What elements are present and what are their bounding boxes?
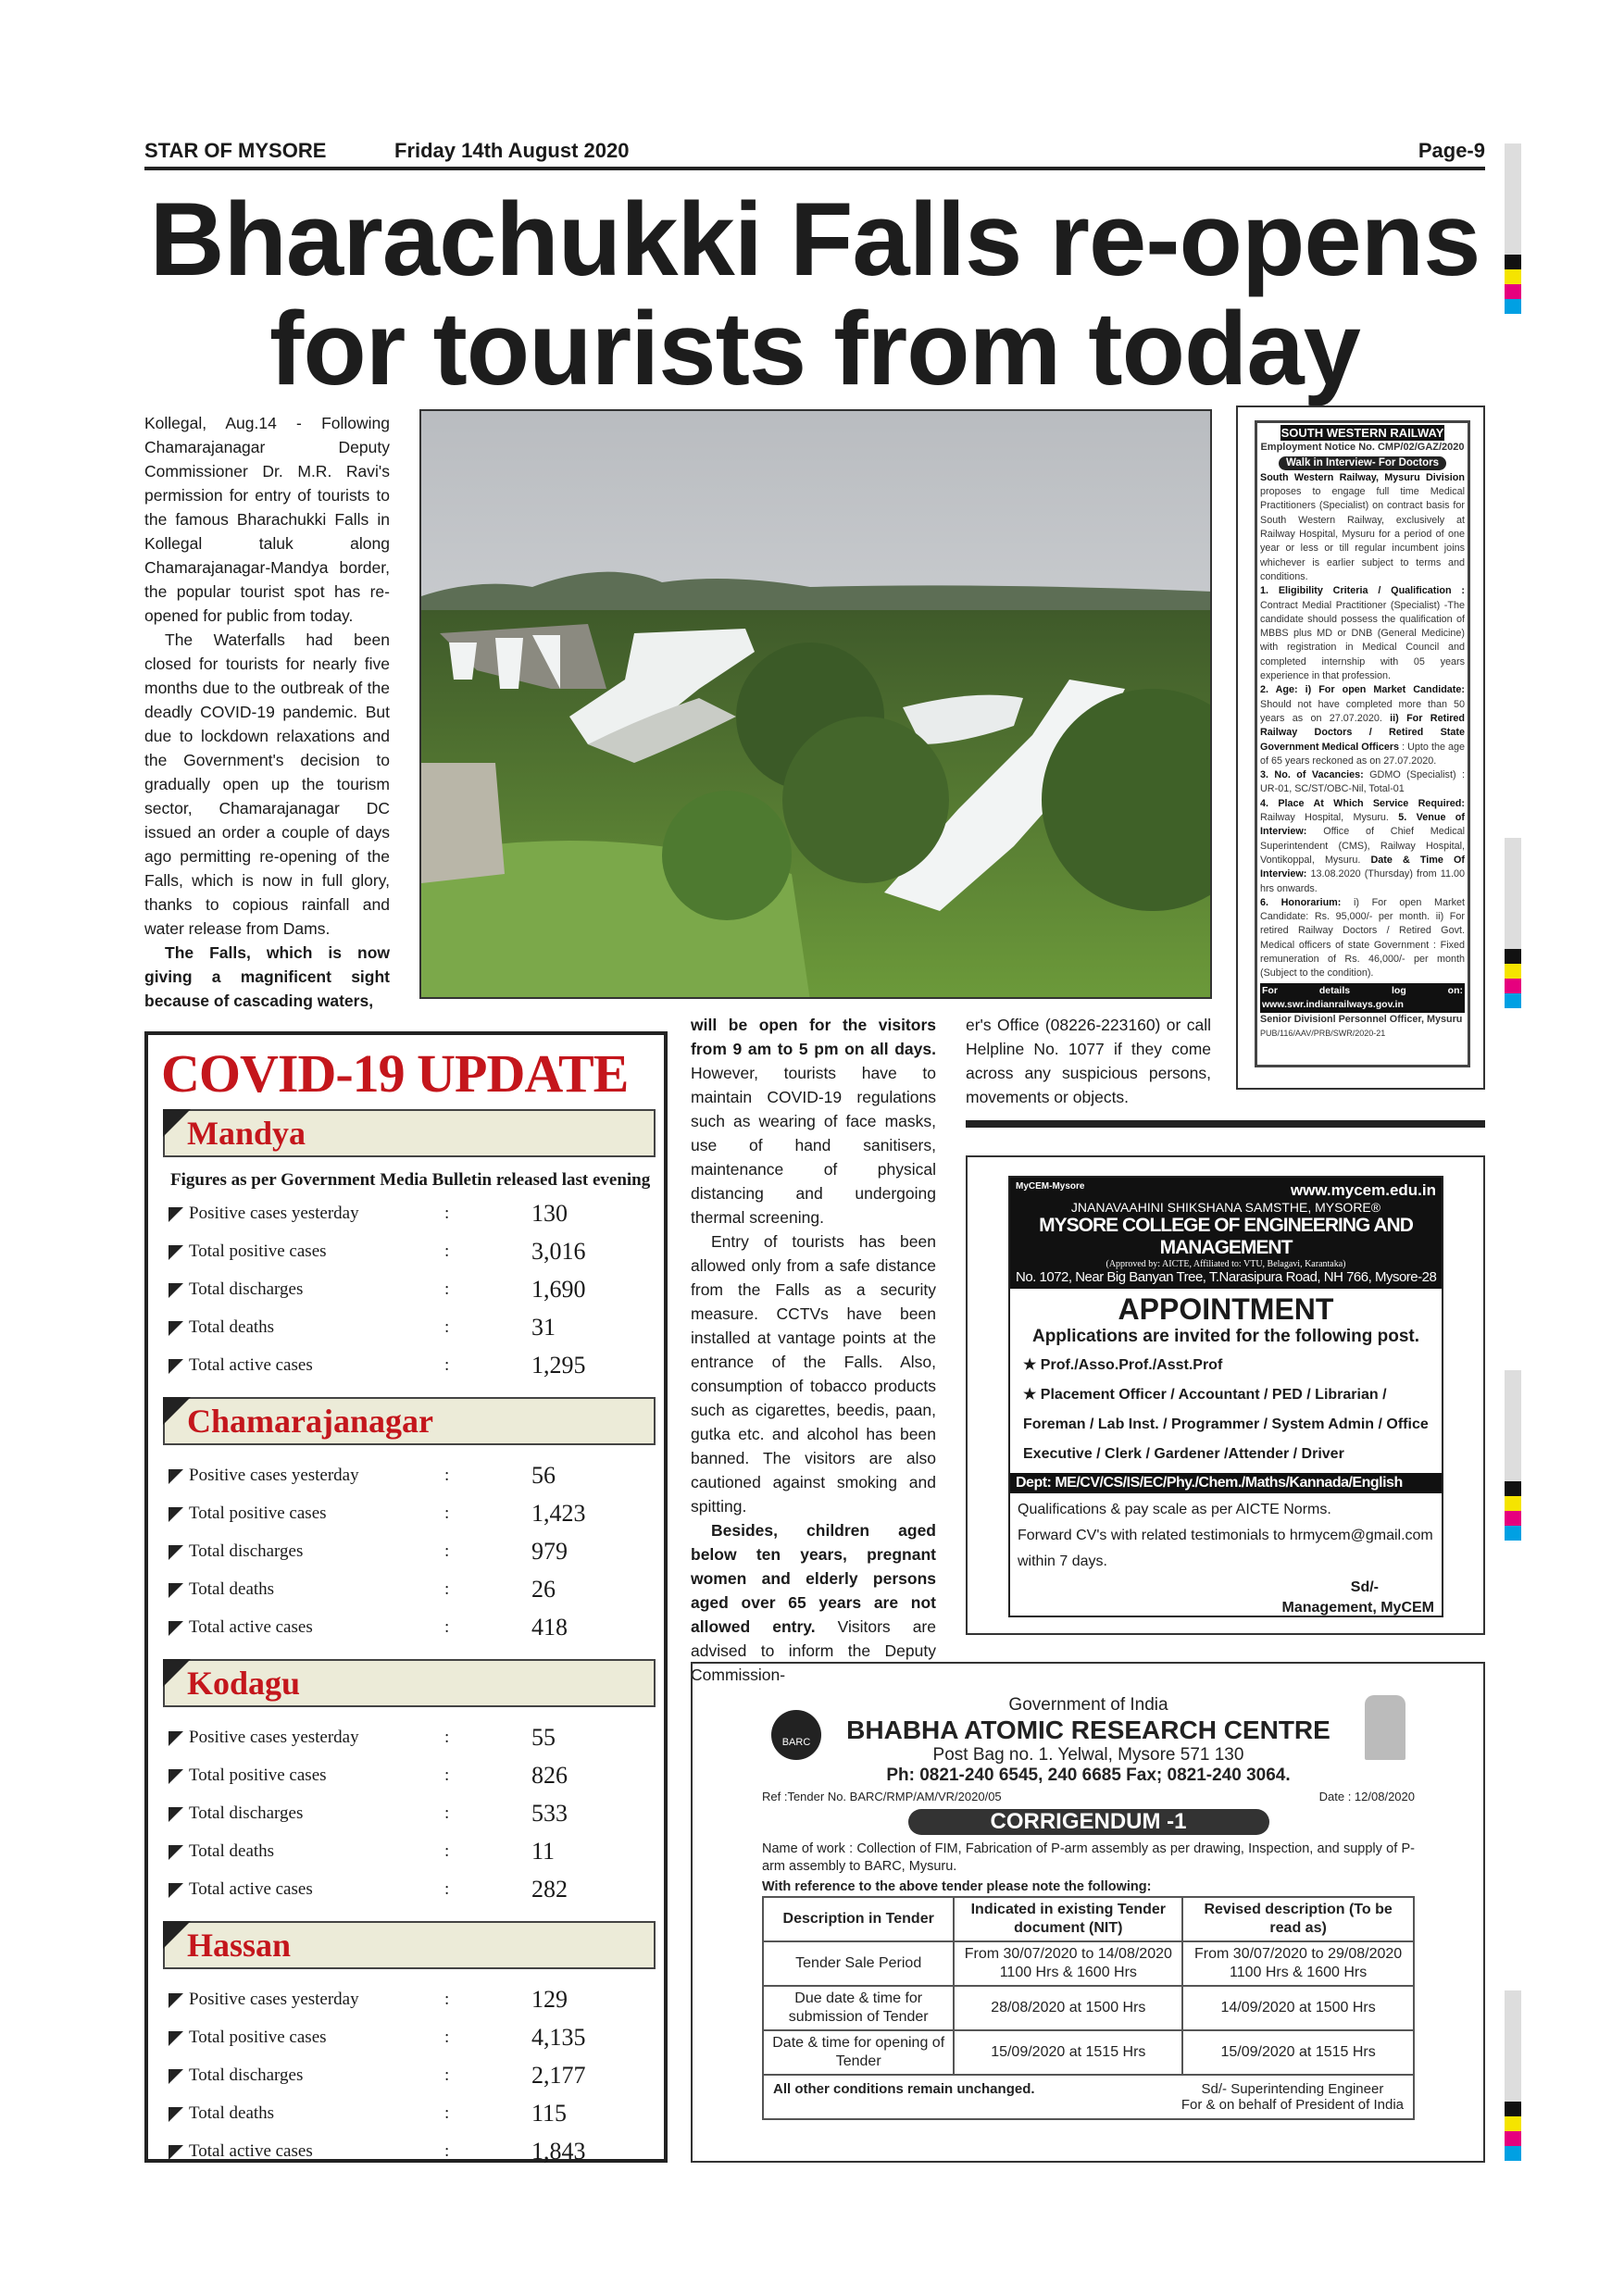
stat-row: Total deaths : 26	[161, 1570, 655, 1608]
ad-text: Office of Chief Medical Superintendent (CMS), Railway Hospital, Vontikoppal, Mysuru.	[1260, 826, 1465, 866]
article-column-3	[966, 1013, 1211, 1109]
ad-bold: 1. Eligibility Criteria / Qualification :	[1260, 585, 1465, 597]
bullet-icon	[169, 1583, 183, 1598]
railway-ad-title: SOUTH WESTERN RAILWAY	[1280, 426, 1444, 440]
notice-number: Employment Notice No. CMP/02/GAZ/2020	[1260, 442, 1465, 454]
article-bold-text: Besides, children aged below ten years, pregnant women and elderly persons aged over 65 years are not allowed entry.	[691, 1521, 936, 1636]
bullet-icon	[169, 2145, 183, 2160]
table-cell: From 30/07/2020 to 29/08/2020 1100 Hrs & 1600 Hrs	[1182, 1941, 1414, 1986]
article-text: Visitors are advised to inform the Deputy Commission-	[691, 1617, 936, 1684]
stat-row: Total positive cases : 4,135	[161, 2018, 655, 2056]
barc-logo	[771, 1710, 821, 1760]
print-registration-marks	[1505, 1990, 1521, 2161]
table-cell: 15/09/2020 at 1515 Hrs	[954, 2030, 1182, 2075]
district-header	[163, 1109, 656, 1157]
corrigendum-table	[762, 1896, 1415, 2076]
ad-bold: South Western Railway, Mysuru Division	[1260, 471, 1465, 483]
stat-label: Total active cases	[189, 1355, 313, 1375]
stat-value: 4,135	[531, 2024, 586, 2051]
stat-value: 115	[531, 2100, 568, 2127]
table-row	[763, 1986, 1414, 2030]
table-cell: 28/08/2020 at 1500 Hrs	[954, 1986, 1182, 2030]
stat-row: Total active cases : 1,843	[161, 2132, 655, 2170]
bullet-icon	[169, 1469, 183, 1484]
article-text: However, tourists have to maintain COVID-19 regulations such as wearing of face masks, use of hand sanitisers, maintenance of physical distancing and undergoing thermal screening.	[691, 1064, 936, 1227]
logo-text: BARC	[781, 1737, 811, 1748]
stat-value: 533	[531, 1800, 568, 1827]
stat-row: Total discharges : 979	[161, 1532, 655, 1570]
bullet-icon	[169, 1545, 183, 1560]
bullet-icon	[169, 1245, 183, 1260]
paper-name: STAR OF MYSORE	[144, 139, 327, 162]
stat-value: 26	[531, 1576, 556, 1603]
ad-text: Railway Hospital, Mysuru.	[1260, 812, 1399, 824]
stat-value: 2,177	[531, 2062, 586, 2089]
district-header	[163, 1397, 656, 1445]
bullet-icon	[169, 1207, 183, 1222]
covid-update-box	[144, 1031, 668, 2163]
table-row	[763, 2030, 1414, 2075]
ad-bold: 3. No. of Vacancies:	[1260, 769, 1364, 781]
stat-row: Positive cases yesterday : 56	[161, 1456, 655, 1494]
tender-ref: Ref :Tender No. BARC/RMP/AM/VR/2020/05	[762, 1790, 1002, 1803]
article-paragraph: Entry of tourists has been allowed only from a safe distance from the Falls as a security measure. CCTVs have been installed at vantage points at the entrance of the Falls. Also, consumption of tobacco products such as cigarettes, beedis, paan, gutka etc. and alcohol has been banned. The visitors are also cautioned against smoking and spitting.	[691, 1232, 936, 1516]
bullet-icon	[169, 2107, 183, 2122]
ad-bold: 5. Venue of Interview:	[1260, 812, 1465, 838]
post-item: Prof./Asso.Prof./Asst.Prof	[1040, 1357, 1223, 1373]
district-name: Chamarajanagar	[187, 1403, 433, 1440]
stat-value: 418	[531, 1614, 568, 1641]
headline-line-1: Bharachukki Falls re-opens	[149, 181, 1480, 297]
college-approval: (Approved by: AICTE, Affiliated to: VTU, Belagavi, Karantaka)	[1106, 1259, 1346, 1269]
ad-bold: 4. Place At Which Service Required:	[1260, 797, 1465, 809]
ad-bold: ii) For Retired Railway Doctors / Retired State Government Medical Officers	[1260, 712, 1465, 753]
bullet-icon	[169, 1621, 183, 1636]
issue-date: Friday 14th August 2020	[394, 139, 630, 162]
departments: Dept: ME/CV/CS/IS/EC/Phy./Chem./Maths/Kannada/English	[1010, 1473, 1442, 1493]
stat-row: Total active cases : 1,295	[161, 1346, 655, 1384]
stat-value: 31	[531, 1314, 556, 1341]
barc-name: BHABHA ATOMIC RESEARCH CENTRE	[846, 1716, 1330, 1744]
invite-text: Applications are invited for the following post.	[1031, 1327, 1420, 1346]
college-name: MYSORE COLLEGE OF ENGINEERING AND MANAGEMENT	[1039, 1215, 1413, 1258]
stat-label: Total positive cases	[189, 1766, 327, 1785]
article-column-2	[691, 1013, 936, 1687]
page-number: Page-9	[1418, 139, 1485, 162]
ad-text: 13.08.2020 (Thursday) from 11.00 hrs onwards.	[1260, 868, 1465, 894]
bullet-icon	[169, 1283, 183, 1298]
stat-label: Positive cases yesterday	[189, 1204, 359, 1223]
stat-label: Total active cases	[189, 1617, 313, 1637]
stat-row: Total deaths : 31	[161, 1308, 655, 1346]
bullet-icon	[169, 1769, 183, 1784]
stat-row: Positive cases yesterday : 130	[161, 1194, 655, 1232]
stat-row: Total discharges : 1,690	[161, 1270, 655, 1308]
table-cell: 15/09/2020 at 1515 Hrs	[1182, 2030, 1414, 2075]
table-cell: From 30/07/2020 to 14/08/2020 1100 Hrs & 1600 Hrs	[954, 1941, 1182, 1986]
print-registration-marks	[1505, 144, 1521, 314]
stat-value: 129	[531, 1986, 568, 2013]
ad-bold: 2. Age: i) For open Market Candidate:	[1260, 684, 1465, 696]
article-paragraph: er's Office (08226-223160) or call Helpline No. 1077 if they come across any suspicious persons, movements or objects.	[966, 1016, 1211, 1106]
covid-subtitle: Figures as per Government Media Bulletin released last evening	[170, 1170, 651, 1190]
table-cell: Due date & time for submission of Tender	[763, 1986, 954, 2030]
stat-value: 3,016	[531, 1238, 586, 1265]
article-paragraph: Kollegal, Aug.14 - Following Chamarajanagar Deputy Commissioner Dr. M.R. Ravi's permission for entry of tourists to the famous Bharachukki Falls in Kollegal taluk along Chamarajanagar-Mandya border, the popular tourist spot has re-opened for public from today.	[144, 414, 390, 625]
article-paragraph: The Falls, which is now giving a magnificent sight because of cascading waters,	[144, 943, 390, 1010]
stat-label: Total discharges	[189, 2065, 304, 2085]
bullet-icon	[169, 1321, 183, 1336]
ad-text: GDMO (Specialist) : UR-01, SC/ST/OBC-Nil, Total-01	[1260, 769, 1465, 795]
stat-value: 130	[531, 1200, 568, 1227]
ad-text: i) For open Market Candidate: Rs. 95,000/- per month. ii) For retired Railway Doctors / Retired Govt. Medical officers of state Government : Fixed remuneration of Rs. 46,000/- per month (Subject to the condition).	[1260, 896, 1465, 980]
college-trust: JNANAVAAHINI SHIKSHANA SAMSTHE, MYSORE®	[1070, 1200, 1381, 1215]
stat-label: Total deaths	[189, 1317, 275, 1337]
stat-row: Total deaths : 11	[161, 1832, 655, 1870]
stat-value: 1,295	[531, 1352, 586, 1379]
ad-text: : Upto the age of 65 years reckoned as on 27.07.2020.	[1260, 741, 1465, 767]
stat-row: Total positive cases : 826	[161, 1756, 655, 1794]
college-address: No. 1072, Near Big Banyan Tree, T.Narasipura Road, NH 766, Mysore-28	[1016, 1269, 1437, 1285]
bullet-icon	[169, 1883, 183, 1898]
table-header: Description in Tender	[763, 1897, 954, 1941]
stat-row: Total discharges : 2,177	[161, 2056, 655, 2094]
table-cell: 14/09/2020 at 1500 Hrs	[1182, 1986, 1414, 2030]
stat-row: Positive cases yesterday : 55	[161, 1718, 655, 1756]
stat-label: Total discharges	[189, 1803, 304, 1823]
bullet-icon	[169, 1845, 183, 1860]
article-paragraph: The Waterfalls had been closed for tourists for nearly five months due to the outbreak of the deadly COVID-19 pandemic. But due to lockdown relaxations and the Government's decision to gradually open up the tourism sector, Chamarajanagar DC issued an order a couple of days ago permitting re-opening of the Falls, which is now in full glory, thanks to copious rainfall and water release from Dams.	[144, 630, 390, 938]
district-name: Mandya	[187, 1115, 306, 1152]
college-ad: MyCEM-Mysore www.mycem.edu.in JNANAVAAHINI SHIKSHANA SAMSTHE, MYSORE® MYSORE COLLEGE OF ENGINEERING AND MANAGEMENT (Approved by: AICTE, Affiliated to: VTU, Belagavi, Karantaka) No. 1072, Near Big Banyan Tree, T.Narasipura Road, NH 766, Mysore-28 APPOINTMENT Applications are invited for the following post. ★ Prof./Asso.Prof./Asst.Prof ★ Placement Officer / Accountant / PED / Librarian / Foreman / Lab Inst. / Programmer / System Admin / Office Executive / Clerk / Gardener /Attender / Driver Dept: ME/CV/CS/IS/EC/Phy./Chem./Maths/Kannada/English Qualifications & pay scale as per AICTE Norms. Forward CV's with related testimonials to hrmycem@gmail.com within 7 days. Sd/- Management, MyCEM	[966, 1155, 1485, 1635]
college-website: www.mycem.edu.in	[1290, 1181, 1436, 1199]
district-header	[163, 1659, 656, 1707]
stat-row: Total deaths : 115	[161, 2094, 655, 2132]
note: Forward CV's with related testimonials to hrmycem@gmail.com within 7 days.	[1018, 1528, 1433, 1569]
stat-value: 1,423	[531, 1500, 586, 1527]
stat-value: 826	[531, 1762, 568, 1789]
ad-text: Should not have completed more than 50 years as on 27.07.2020.	[1260, 698, 1465, 724]
waterfall-photo	[419, 409, 1212, 999]
railway-ad-ref: PUB/116/AAV/PRB/SWR/2020-21	[1260, 1029, 1386, 1039]
article-column-1	[144, 411, 390, 1013]
headline-line-2: for tourists from today	[269, 291, 1360, 406]
stat-label: Total deaths	[189, 1579, 275, 1599]
signature: Sd/- Superintending Engineer	[1201, 2081, 1384, 2097]
stat-value: 1,690	[531, 1276, 586, 1303]
stat-label: Total discharges	[189, 1279, 304, 1299]
stat-row: Total discharges : 533	[161, 1794, 655, 1832]
work-name: Name of work : Collection of FIM, Fabrication of P-arm assembly as per drawing, Inspection, and supply of P-arm assembly to BARC, Mysuru.	[762, 1841, 1415, 1874]
barc-phone: Ph: 0821-240 6545, 240 6685 Fax; 0821-240 3064.	[886, 1766, 1291, 1785]
stat-label: Total positive cases	[189, 2028, 327, 2047]
reference-note: With reference to the above tender please note the following:	[762, 1879, 1152, 1894]
stat-label: Total deaths	[189, 1841, 275, 1861]
stat-value: 55	[531, 1724, 556, 1751]
stat-label: Total discharges	[189, 1541, 304, 1561]
corrigendum-heading: CORRIGENDUM -1	[908, 1809, 1269, 1835]
stat-row: Total positive cases : 3,016	[161, 1232, 655, 1270]
masthead	[144, 137, 1485, 170]
stat-label: Positive cases yesterday	[189, 1728, 359, 1747]
divider	[966, 1120, 1485, 1128]
signature: Management, MyCEM	[1281, 1600, 1434, 1616]
print-registration-marks	[1505, 838, 1521, 1008]
ad-bold: Date & Time Of Interview:	[1260, 854, 1465, 880]
bullet-icon	[169, 2069, 183, 2084]
emblem-icon	[1365, 1695, 1405, 1760]
stat-value: 282	[531, 1876, 568, 1903]
stat-value: 56	[531, 1462, 556, 1489]
headline	[130, 181, 1500, 406]
stat-row: Positive cases yesterday : 129	[161, 1980, 655, 2018]
covid-title: COVID-19 UPDATE	[161, 1043, 629, 1104]
stat-value: 11	[531, 1838, 556, 1865]
stat-row: Total positive cases : 1,423	[161, 1494, 655, 1532]
bullet-icon	[169, 1359, 183, 1374]
stat-label: Total positive cases	[189, 1504, 327, 1523]
appointment-heading: APPOINTMENT	[1118, 1292, 1334, 1326]
railway-ad	[1236, 406, 1485, 1090]
signature: For & on behalf of President of India	[1181, 2097, 1404, 2113]
signature: Sd/-	[1350, 1579, 1379, 1595]
stat-value: 1,843	[531, 2138, 586, 2165]
table-header: Indicated in existing Tender document (NIT)	[954, 1897, 1182, 1941]
stat-label: Positive cases yesterday	[189, 1466, 359, 1485]
stat-row: Total active cases : 282	[161, 1870, 655, 1908]
bullet-icon	[169, 2031, 183, 2046]
ad-text: proposes to engage full time Medical Practitioners (Specialist) on contract basis for South Western Railway, exclusively at Railway Hospital, Mysuru for a period of one year or less or till regular incumbent joins whichever is earlier subject to terms and conditions.	[1260, 486, 1465, 582]
barc-address: Post Bag no. 1. Yelwal, Mysore 571 130	[932, 1745, 1244, 1765]
stat-label: Total active cases	[189, 1879, 313, 1899]
article-bold-text: will be open for the visitors from 9 am to 5 pm on all days.	[691, 1016, 936, 1058]
note: Qualifications & pay scale as per AICTE Norms.	[1018, 1502, 1331, 1517]
tender-date: Date : 12/08/2020	[1318, 1790, 1415, 1803]
stat-row: Total active cases : 418	[161, 1608, 655, 1646]
table-cell: Date & time for opening of Tender	[763, 2030, 954, 2075]
post-item: Placement Officer / Accountant / PED / Librarian / Foreman / Lab Inst. / Programmer / System Admin / Office Executive / Clerk / Gardener /Attender / Driver	[1023, 1387, 1429, 1462]
table-header: Revised description (To be read as)	[1182, 1897, 1414, 1941]
district-name: Hassan	[187, 1927, 292, 1964]
table-row	[763, 1941, 1414, 1986]
barc-ad	[691, 1662, 1485, 2163]
ad-bold: 6. Honorarium:	[1260, 896, 1342, 908]
ad-text: Contract Medial Practitioner (Specialist) -The candidate should possess the qualification of MBBS plus MD or DNB (General Medicine) with registration in Medical Council and completed internship with 05 years experience in that profession.	[1260, 599, 1465, 682]
print-registration-marks	[1505, 1370, 1521, 1541]
college-tag: MyCEM-Mysore	[1016, 1181, 1085, 1192]
walk-in-badge: Walk in Interview- For Doctors	[1279, 456, 1446, 470]
conditions-note: All other conditions remain unchanged.	[773, 2081, 1035, 2097]
district-header	[163, 1921, 656, 1969]
stat-label: Total deaths	[189, 2103, 275, 2123]
bullet-icon	[169, 1993, 183, 2008]
bullet-icon	[169, 1807, 183, 1822]
stat-label: Positive cases yesterday	[189, 1990, 359, 2009]
railway-ad-website: For details log on: www.swr.indianrailways.gov.in	[1260, 983, 1465, 1014]
railway-ad-signature: Senior Divisionl Personnel Officer, Mysuru	[1260, 1014, 1463, 1026]
gov-label: Government of India	[1008, 1695, 1168, 1715]
bullet-icon	[169, 1507, 183, 1522]
stat-label: Total active cases	[189, 2141, 313, 2161]
table-cell: Tender Sale Period	[763, 1941, 954, 1986]
stat-label: Total positive cases	[189, 1242, 327, 1261]
district-name: Kodagu	[187, 1665, 301, 1702]
stat-value: 979	[531, 1538, 568, 1565]
bullet-icon	[169, 1731, 183, 1746]
